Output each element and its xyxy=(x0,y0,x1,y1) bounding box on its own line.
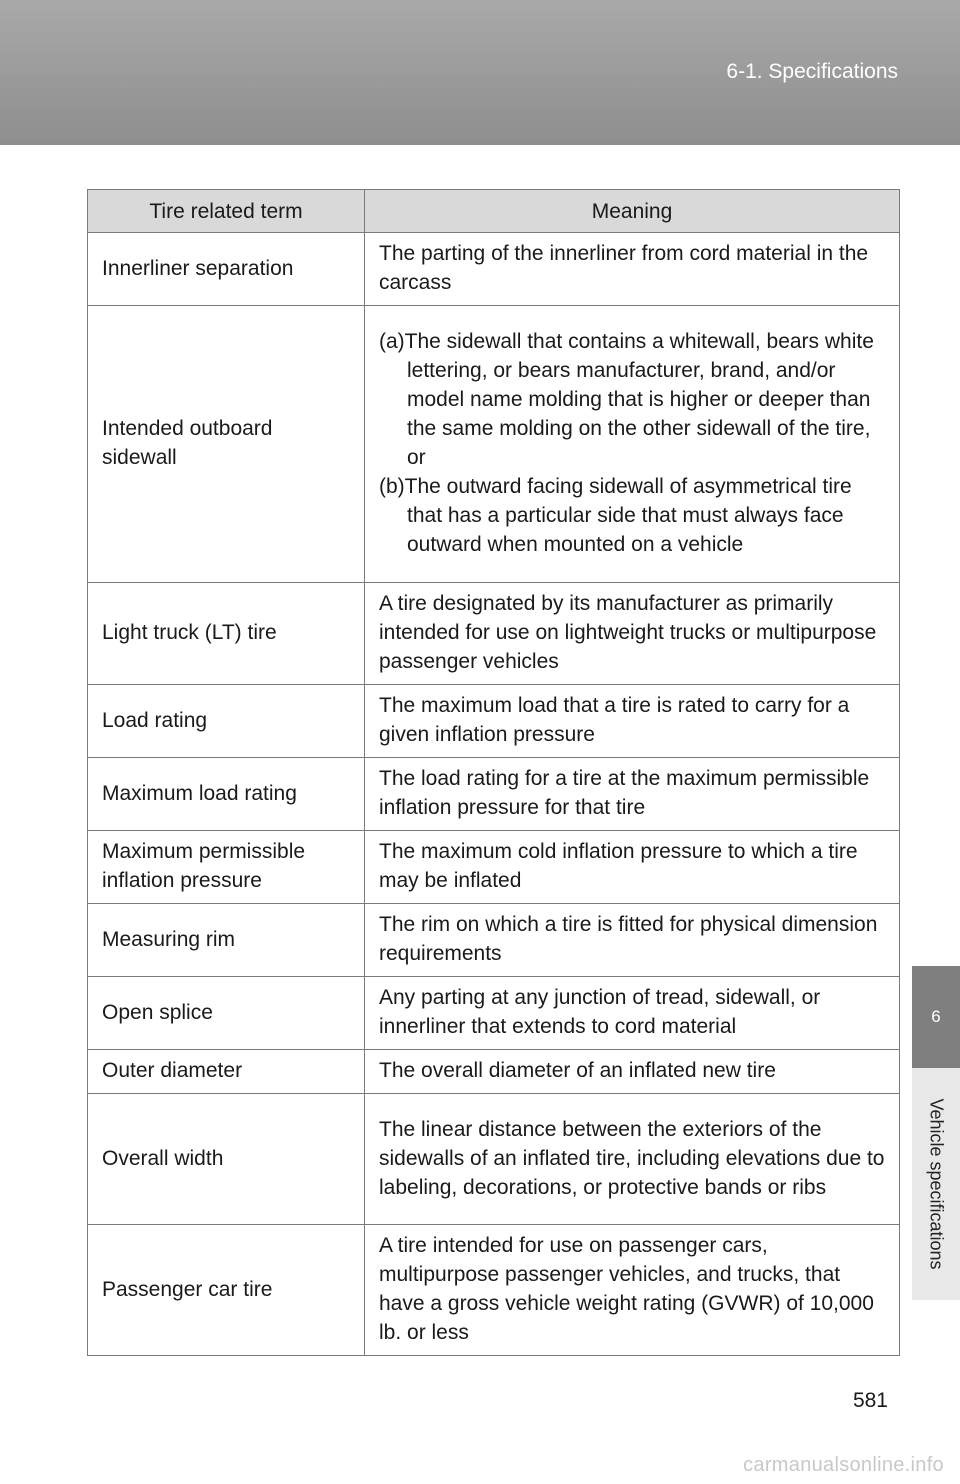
chapter-number-tab: 6 xyxy=(912,966,960,1068)
table-row xyxy=(88,1094,900,1225)
meaning-cell: Any parting at any junction of tread, sidewall, or innerliner that extends to cord material xyxy=(365,977,900,1050)
table-row xyxy=(88,1050,900,1094)
table-row xyxy=(88,233,900,306)
meaning-cell xyxy=(365,306,900,583)
header-bar xyxy=(0,0,960,145)
table-row xyxy=(88,1225,900,1356)
section-title: 6-1. Specifications xyxy=(726,60,898,83)
watermark: carmanualsonline.info xyxy=(743,1454,944,1476)
term-cell: Measuring rim xyxy=(88,904,365,977)
meaning-cell: The overall diameter of an inflated new tire xyxy=(365,1050,900,1094)
table-header-row xyxy=(88,190,900,233)
meaning-cell: A tire intended for use on passenger cars, multipurpose passenger vehicles, and trucks, that have a gross vehicle weight rating (GVWR) of 10,000 lb. or less xyxy=(365,1225,900,1356)
term-cell: Open splice xyxy=(88,977,365,1050)
side-tab-spacer xyxy=(912,145,960,965)
term-cell: Outer diameter xyxy=(88,1050,365,1094)
chapter-label-tab xyxy=(912,1068,960,1300)
term-cell: Load rating xyxy=(88,685,365,758)
meaning-cell: A tire designated by its manufacturer as primarily intended for use on lightweight trucks or multipurpose passenger vehicles xyxy=(365,583,900,685)
table-row xyxy=(88,831,900,904)
meaning-cell: The rim on which a tire is fitted for physical dimension requirements xyxy=(365,904,900,977)
table-row xyxy=(88,904,900,977)
meaning-cell: The linear distance between the exteriors of the sidewalls of an inflated tire, including elevations due to labeling, decorations, or protective bands or ribs xyxy=(365,1094,900,1225)
meaning-cell: The load rating for a tire at the maximum permissible inflation pressure for that tire xyxy=(365,758,900,831)
term-cell: Intended outboard sidewall xyxy=(88,306,365,583)
table-row xyxy=(88,306,900,583)
term-cell: Overall width xyxy=(88,1094,365,1225)
term-cell: Innerliner separation xyxy=(88,233,365,306)
tire-terms-table xyxy=(87,189,900,1356)
meaning-item-a: (a)The sidewall that contains a whitewall, bears white lettering, or bears manufacturer, brand, and/or model name molding that is higher or deeper than the same molding on the other sidewall of the tire, or xyxy=(379,330,874,469)
meaning-cell: The maximum cold inflation pressure to which a tire may be inflated xyxy=(365,831,900,904)
table-row xyxy=(88,583,900,685)
column-header-term: Tire related term xyxy=(88,190,365,233)
page-number: 581 xyxy=(852,1389,888,1412)
meaning-item-b: (b)The outward facing sidewall of asymmetrical tire that has a particular side that must always face outward when mounted on a vehicle xyxy=(379,475,852,556)
chapter-label: Vehicle specifications xyxy=(926,1098,947,1270)
column-header-meaning: Meaning xyxy=(365,190,900,233)
table-row xyxy=(88,977,900,1050)
meaning-cell: The maximum load that a tire is rated to carry for a given inflation pressure xyxy=(365,685,900,758)
term-cell: Light truck (LT) tire xyxy=(88,583,365,685)
term-cell: Maximum load rating xyxy=(88,758,365,831)
term-cell: Maximum permissible inflation pressure xyxy=(88,831,365,904)
meaning-cell: The parting of the innerliner from cord material in the carcass xyxy=(365,233,900,306)
term-cell: Passenger car tire xyxy=(88,1225,365,1356)
table-row xyxy=(88,685,900,758)
table-row xyxy=(88,758,900,831)
